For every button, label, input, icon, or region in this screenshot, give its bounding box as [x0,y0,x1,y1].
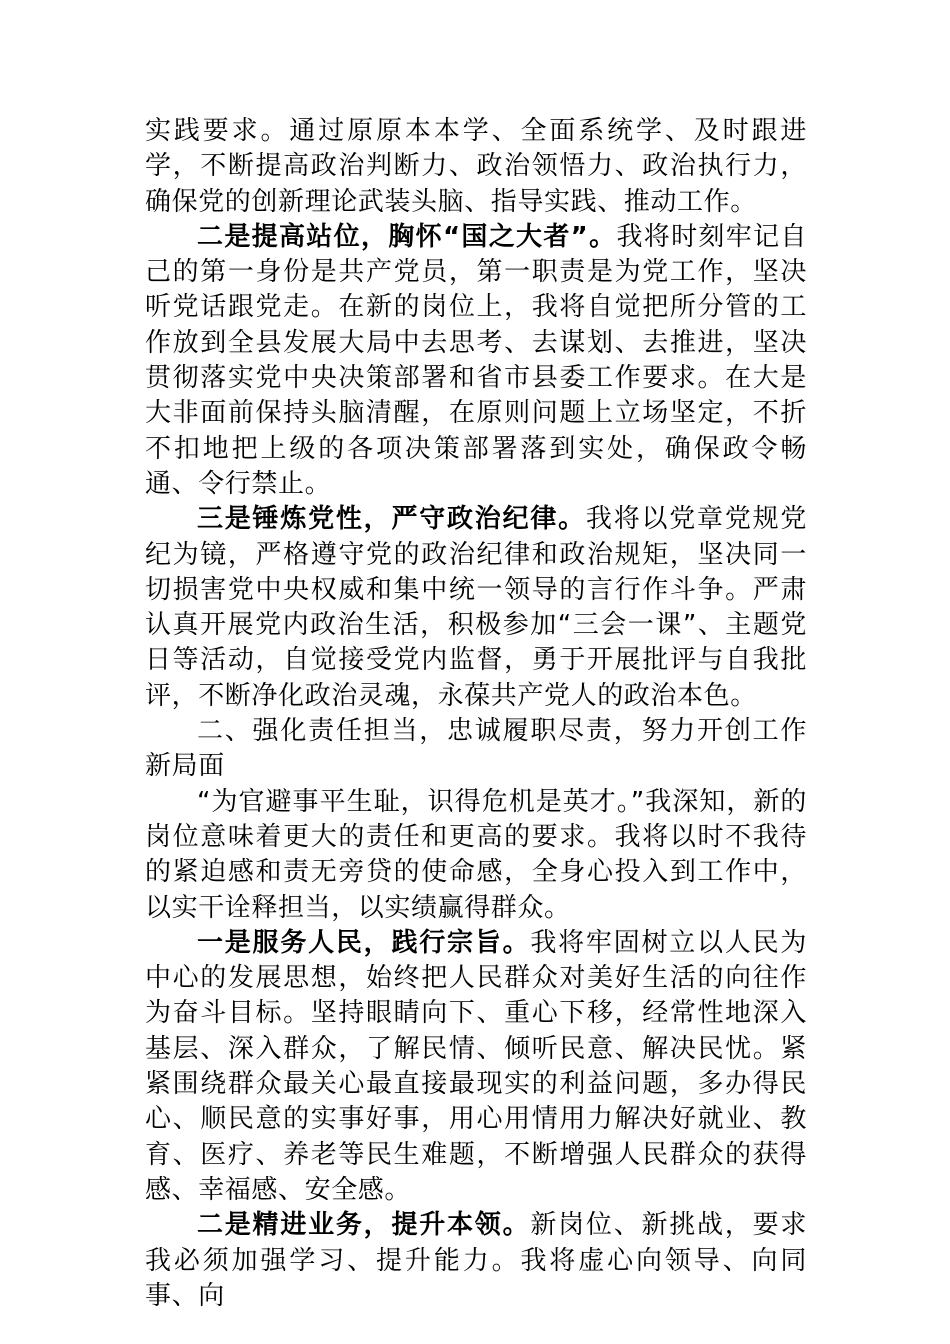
paragraph-lead: 二是精进业务，提升本领。 [197,1210,531,1241]
paragraph-improve-skills [145,1208,807,1314]
paragraph-text: “为官避事平生耻，识得危机是英才。”我深知，新的岗位意味着更大的责任和更高的要求。我将以时不我待的紧迫感和责无旁贷的使命感，全身心投入到工作中，以实干诠释担当，以实绩赢得群众。 [145,786,807,923]
paragraph-text: 我将时刻牢记自己的第一身份是共产党员，第一职责是为党工作，坚决听党话跟党走。在新的岗位上，我将自觉把所分管的工作放到全县发展大局中去思考、去谋划、去推进，坚决贯彻落实党中央决策部署和省市县委工作要求。在大是大非面前保持头脑清醒，在原则问题上立场坚定，不折不扣地把上级的各项决策部署落到实处，确保政令畅通、令行禁止。 [145,221,808,499]
paragraph-lead: 三是锤炼党性，严守政治纪律。 [197,504,586,535]
paragraph-serve-people [145,926,807,1208]
section-heading-text: 二、强化责任担当，忠诚履职尽责，努力开创工作新局面 [145,716,807,782]
paragraph-raise-standing [145,220,807,502]
paragraph-quote [145,785,807,926]
paragraph-continued [145,114,807,220]
paragraph-party-spirit [145,502,807,714]
paragraph-lead: 一是服务人民，践行宗旨。 [197,927,531,958]
paragraph-text: 我将牢固树立以人民为中心的发展思想，始终把人民群众对美好生活的向往作为奋斗目标。坚持眼睛向下、重心下移，经常性地深入基层、深入群众，了解民情、倾听民意、解决民忧。紧紧围绕群众最关心最直接最现实的利益问题，多办得民心、顺民意的实事好事，用心用情用力解决好就业、教育、医疗、养老等民生难题，不断增强人民群众的获得感、幸福感、安全感。 [145,927,807,1205]
section-heading [145,714,807,785]
paragraph-text: 实践要求。通过原原本本学、全面系统学、及时跟进学，不断提高政治判断力、政治领悟力、政治执行力，确保党的创新理论武装头脑、指导实践、推动工作。 [145,116,807,217]
paragraph-lead: 二是提高站位，胸怀“国之大者”。 [197,221,617,252]
paragraph-text: 我将以党章党规党纪为镜，严格遵守党的政治纪律和政治规矩，坚决同一切损害党中央权威和集中统一领导的言行作斗争。严肃认真开展党内政治生活，积极参加“三会一课”、主题党日等活动，自觉接受党内监督，勇于开展批评与自我批评，不断净化政治灵魂，永葆共产党人的政治本色。 [145,504,807,711]
document-body [145,114,807,1314]
paragraph-text: 新岗位、新挑战，要求我必须加强学习、提升能力。我将虚心向领导、向同事、向 [145,1210,807,1311]
